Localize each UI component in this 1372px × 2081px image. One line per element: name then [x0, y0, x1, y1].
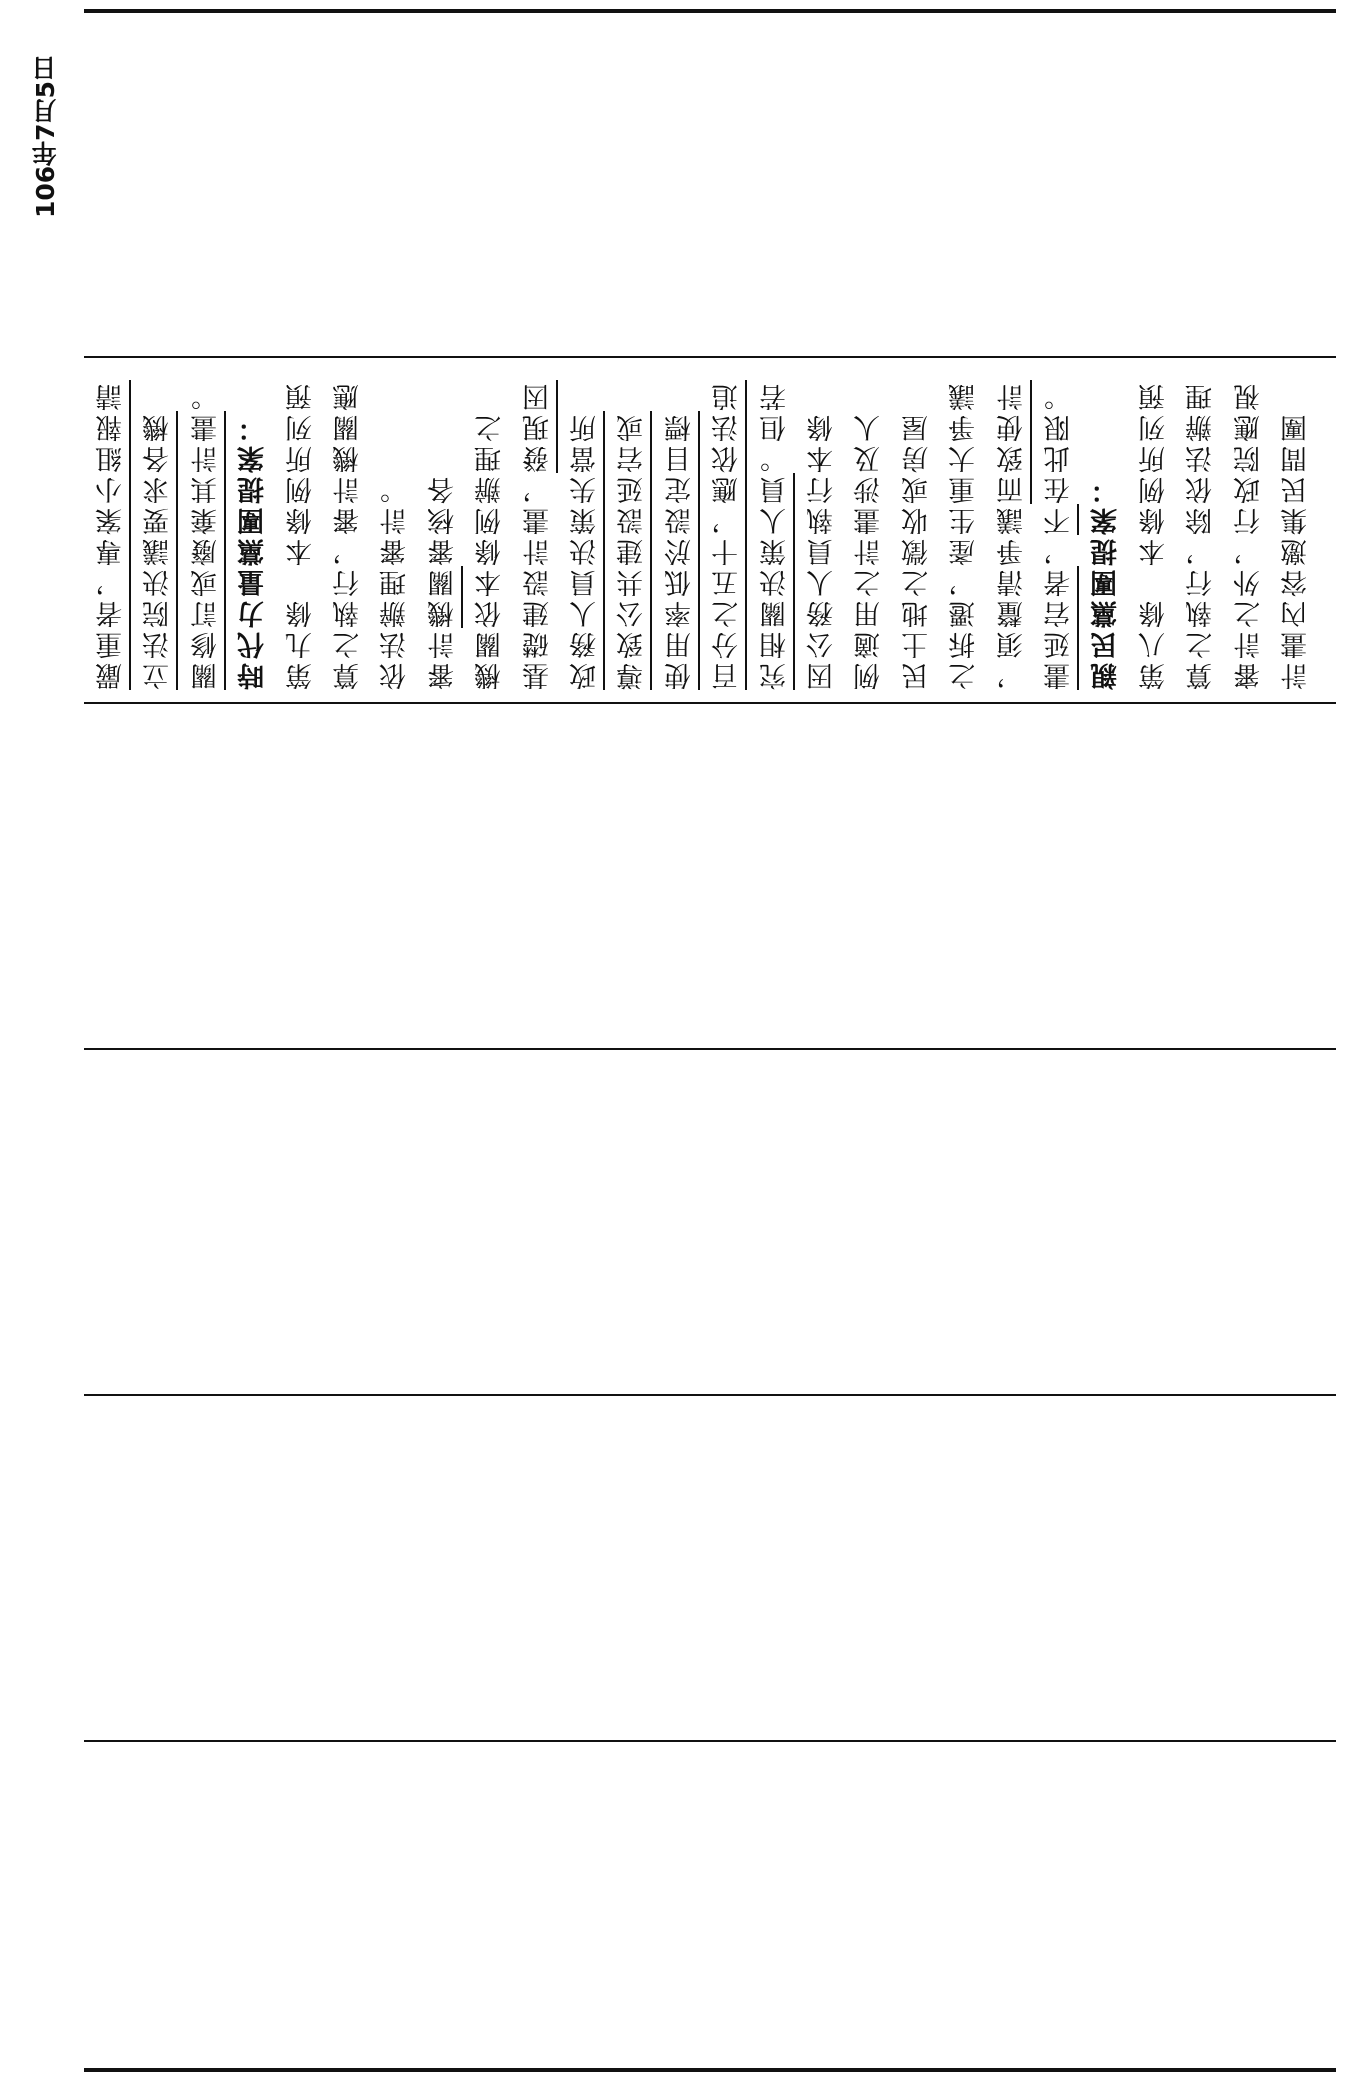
text-run: 使用率低於設定目標 — [664, 411, 696, 690]
text-line — [98, 370, 145, 690]
text-run: 之拆遷，產生重大爭議 — [949, 380, 981, 690]
text-line — [901, 370, 951, 690]
text-run: 究相關決策人員 — [759, 473, 791, 690]
text-run: 因公務人員執行本條 — [807, 411, 838, 690]
text-run: 發現因 — [522, 380, 554, 473]
text-run: 第九條 本條例所列預 — [285, 380, 317, 690]
text-run: 畫延宕者 — [1044, 566, 1075, 690]
party-heading-pfp — [1093, 370, 1140, 690]
text-line — [522, 370, 572, 690]
text-line — [809, 370, 856, 690]
text-run: 親民黨團提案： — [1091, 473, 1123, 690]
text-run: 。 — [190, 380, 222, 411]
table-row-divider — [84, 1740, 1336, 1742]
proposal-text-column — [92, 370, 1332, 690]
text-line — [1046, 370, 1093, 690]
text-line — [427, 370, 477, 690]
text-run: 關修訂或廢棄其計畫 — [190, 411, 222, 690]
text-line — [714, 370, 761, 690]
text-run: 立法院決議要求各機 — [143, 411, 175, 690]
text-line — [856, 370, 903, 690]
text-run: 算之執行，審計機關應 — [333, 380, 364, 690]
text-run: 嚴重者，專案小組報請 — [96, 380, 127, 690]
text-run: 第八條 本條例所列預 — [1138, 380, 1170, 690]
text-run: 在此限。 — [1044, 380, 1075, 504]
table-row-divider — [84, 1394, 1336, 1396]
text-run: 例適用之計畫涉及人 — [854, 411, 886, 690]
text-run: 計畫內容邀集民間團 — [1281, 411, 1312, 690]
text-run: 而致使計 — [996, 380, 1028, 504]
text-run: 依法辦理審計。 — [380, 473, 412, 690]
text-run: 審核各 — [427, 473, 459, 566]
table-top-border — [84, 9, 1336, 13]
text-line — [572, 370, 619, 690]
table-row-divider — [84, 702, 1336, 704]
text-line — [759, 370, 809, 690]
text-line — [1188, 370, 1235, 690]
text-run: 算之執行，除依法辦理 — [1186, 380, 1218, 690]
text-run: ，須釐清爭議 — [996, 504, 1028, 690]
text-line — [1233, 370, 1283, 690]
text-line — [285, 370, 335, 690]
text-line — [145, 370, 192, 690]
text-run: 政務人員決策失當所 — [570, 411, 601, 690]
text-run: 機關 — [427, 566, 459, 628]
text-line — [382, 370, 429, 690]
text-line — [951, 370, 998, 690]
text-run: ， — [1044, 535, 1075, 566]
text-line — [477, 370, 524, 690]
text-run: 審計 — [427, 628, 459, 690]
text-run: 。但若 — [759, 380, 791, 473]
text-run: 機關依本條例辦理之 — [475, 411, 507, 690]
table-bottom-border — [84, 2068, 1336, 2072]
party-heading-ntp — [240, 370, 287, 690]
text-line — [664, 370, 714, 690]
text-run: 百分之五十，應依法追 — [712, 380, 744, 690]
text-run: 審計之外，行政院應視 — [1233, 380, 1265, 690]
table-row-divider — [84, 1048, 1336, 1050]
table-row-divider — [84, 356, 1336, 358]
text-run: 民土地之徵收或房屋 — [901, 411, 933, 690]
text-line — [619, 370, 666, 690]
text-run: 導致公共建設延宕或 — [617, 411, 649, 690]
meeting-date: 106年7月5日 — [31, 56, 60, 218]
text-run: 不 — [1044, 504, 1075, 535]
text-run: 基礎建設計畫， — [522, 473, 554, 690]
text-line — [1138, 370, 1188, 690]
text-line — [190, 370, 240, 690]
text-run: 時代力量黨團提案： — [238, 411, 270, 690]
text-line — [1283, 370, 1330, 690]
text-line — [335, 370, 382, 690]
text-line — [996, 370, 1046, 690]
